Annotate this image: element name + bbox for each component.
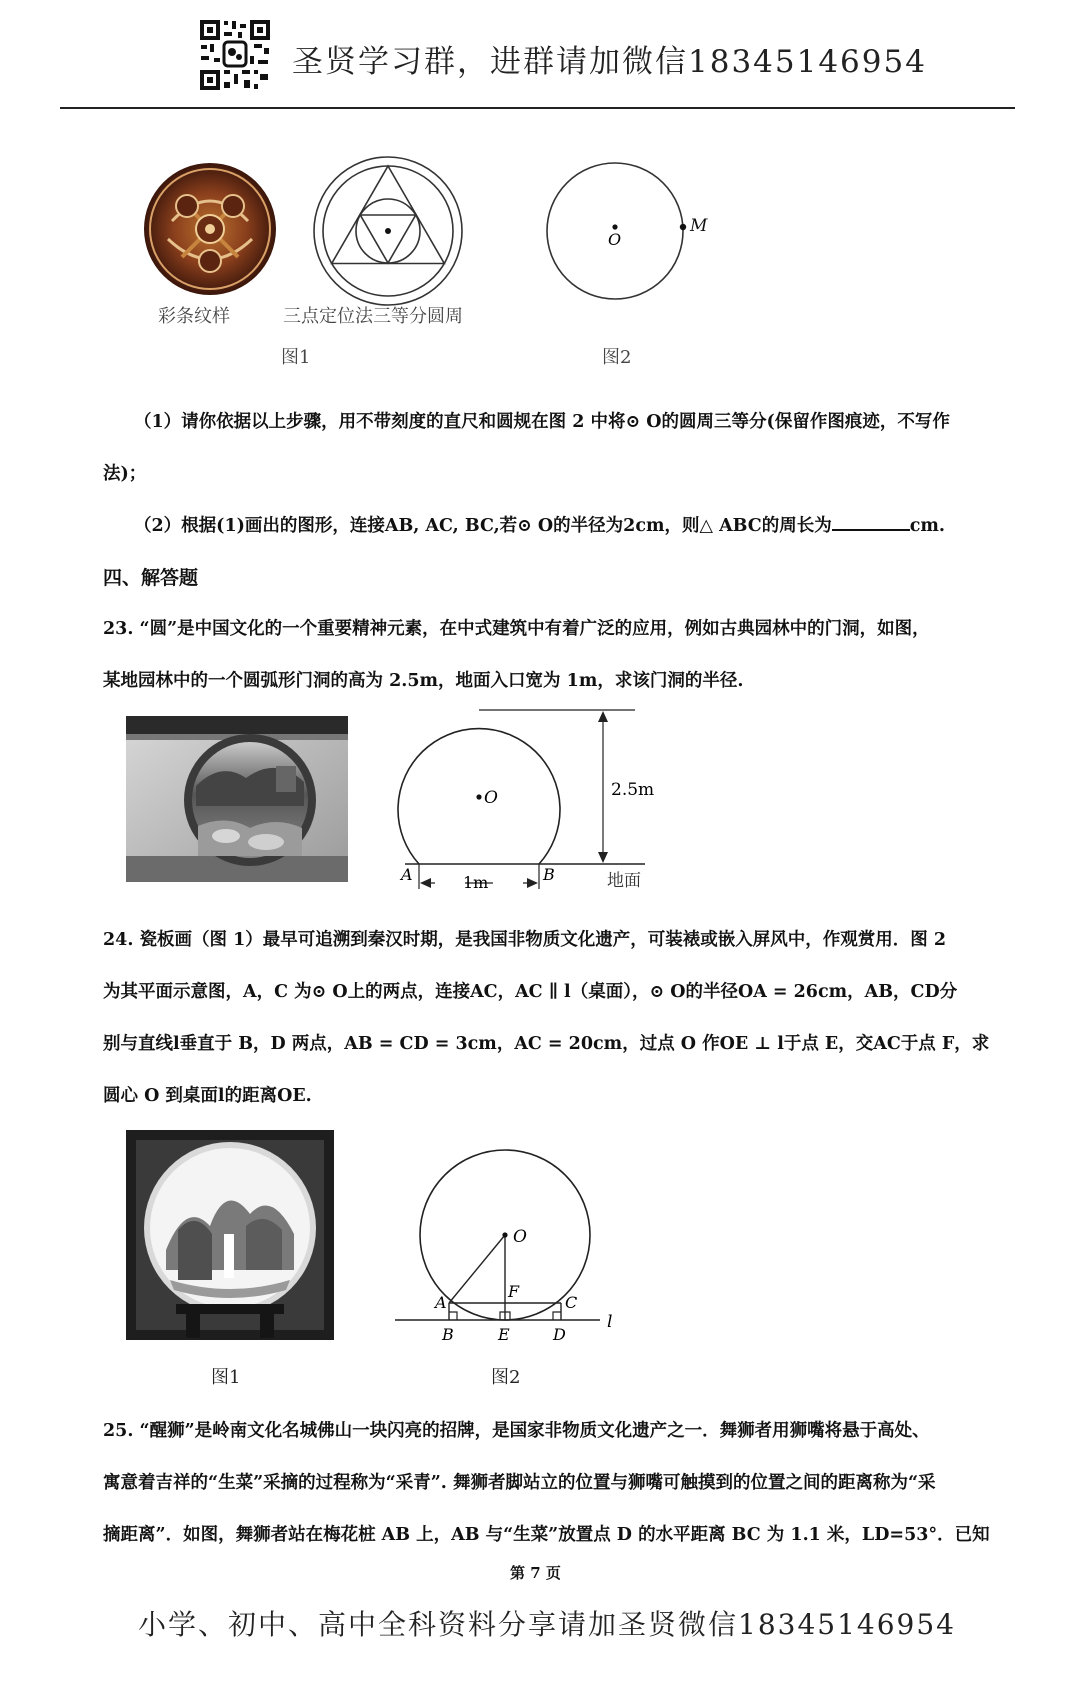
header-text: 圣贤学习群，进群请加微信18345146954 <box>292 44 927 80</box>
ground-label: 地面 <box>607 871 641 891</box>
q24-fig1-label: 图1 <box>211 1367 241 1388</box>
qr-code <box>198 18 272 92</box>
door-height-label: 2.5m <box>611 780 655 800</box>
plate-point-e: E <box>498 1325 510 1344</box>
figure-2-circle <box>540 156 690 306</box>
fig2-point-label: M <box>690 216 708 236</box>
answer-blank <box>832 528 910 531</box>
q22-part1-line1: （1）请你依据以上步骤，用不带刻度的直尺和圆规在图 2 中将⊙ O的圆周三等分(保留作图痕迹，不写作 <box>134 412 950 432</box>
plate-point-d: D <box>553 1325 566 1344</box>
q25-line1: 25. “醒狮”是岭南文化名城佛山一块闪亮的招牌，是国家非物质文化遗产之一．舞狮者用狮嘴将悬于高处、 <box>103 1421 930 1441</box>
q25-line3: 摘距离”．如图，舞狮者站在梅花桩 AB 上，AB 与“生菜”放置点 D 的水平距离 BC 为 1.1 米，LD=53°．已知 <box>103 1525 990 1545</box>
header-divider <box>60 107 1015 109</box>
moon-gate-diagram <box>375 706 665 906</box>
page-number: 第 7 页 <box>510 1564 561 1582</box>
q24-fig2-label: 图2 <box>491 1367 521 1388</box>
door-point-a: A <box>401 865 413 884</box>
q22-part2-line <box>134 512 945 537</box>
striped-pattern-photo <box>142 161 278 297</box>
q24-line4: 圆心 O 到桌面l的距离OE. <box>103 1086 312 1106</box>
door-point-b: B <box>543 865 555 884</box>
door-center-label: O <box>484 788 498 808</box>
q22-part2-text: （2）根据(1)画出的图形，连接AB, AC, BC,若⊙ O的半径为2cm，则△ ABC的周长为 <box>134 516 832 536</box>
fig2-center-label: O <box>608 230 622 249</box>
q24-line1: 24. 瓷板画（图 1）最早可追溯到秦汉时期，是我国非物质文化遗产，可装裱或嵌入屏风中，作观赏用．图 2 <box>103 930 947 950</box>
q25-line2: 寓意着吉祥的“生菜”采摘的过程称为“采青”. 舞狮者脚站立的位置与狮嘴可触摸到的位置之间的距离称为“采 <box>103 1473 936 1493</box>
photo-caption: 彩条纹样 <box>158 306 230 327</box>
q24-line3: 别与直线l垂直于 B，D 两点，AB = CD = 3cm，AC = 20cm，过点 O 作OE ⊥ l于点 E，交AC于点 F，求 <box>103 1034 990 1054</box>
plate-point-c: C <box>565 1293 578 1312</box>
q23-line2: 某地园林中的一个圆弧形门洞的高为 2.5m，地面入口宽为 1m，求该门洞的半径. <box>103 671 744 691</box>
section-title: 四、解答题 <box>103 567 199 589</box>
q24-line2: 为其平面示意图，A，C 为⊙ O上的两点，连接AC，AC ∥ l（桌面），⊙ O的半径OA = 26cm，AB，CD分 <box>103 982 958 1002</box>
three-point-method-figure <box>310 153 466 309</box>
porcelain-plate-photo <box>126 1130 334 1340</box>
plate-point-f: F <box>508 1282 520 1301</box>
qr-code-icon <box>198 18 272 92</box>
q23-line1: 23. “圆”是中国文化的一个重要精神元素，在中式建筑中有着广泛的应用，例如古典园林中的门洞，如图， <box>103 619 930 639</box>
door-width-label: 1m <box>463 873 489 892</box>
q22-part1-line2: 法)； <box>103 464 147 484</box>
fig2-label: 图2 <box>602 347 632 368</box>
moon-gate-photo <box>126 716 348 882</box>
fig1-label: 图1 <box>281 347 311 368</box>
plate-point-o: O <box>513 1227 527 1247</box>
porcelain-plate-diagram <box>395 1145 635 1350</box>
method-caption: 三点定位法三等分圆周 <box>283 306 463 327</box>
q22-part2-unit: cm. <box>909 516 945 536</box>
plate-point-a: A <box>435 1293 447 1312</box>
table-line-l: l <box>607 1312 613 1332</box>
footer-text: 小学、初中、高中全科资料分享请加圣贤微信18345146954 <box>138 1608 956 1641</box>
plate-point-b: B <box>442 1325 454 1344</box>
